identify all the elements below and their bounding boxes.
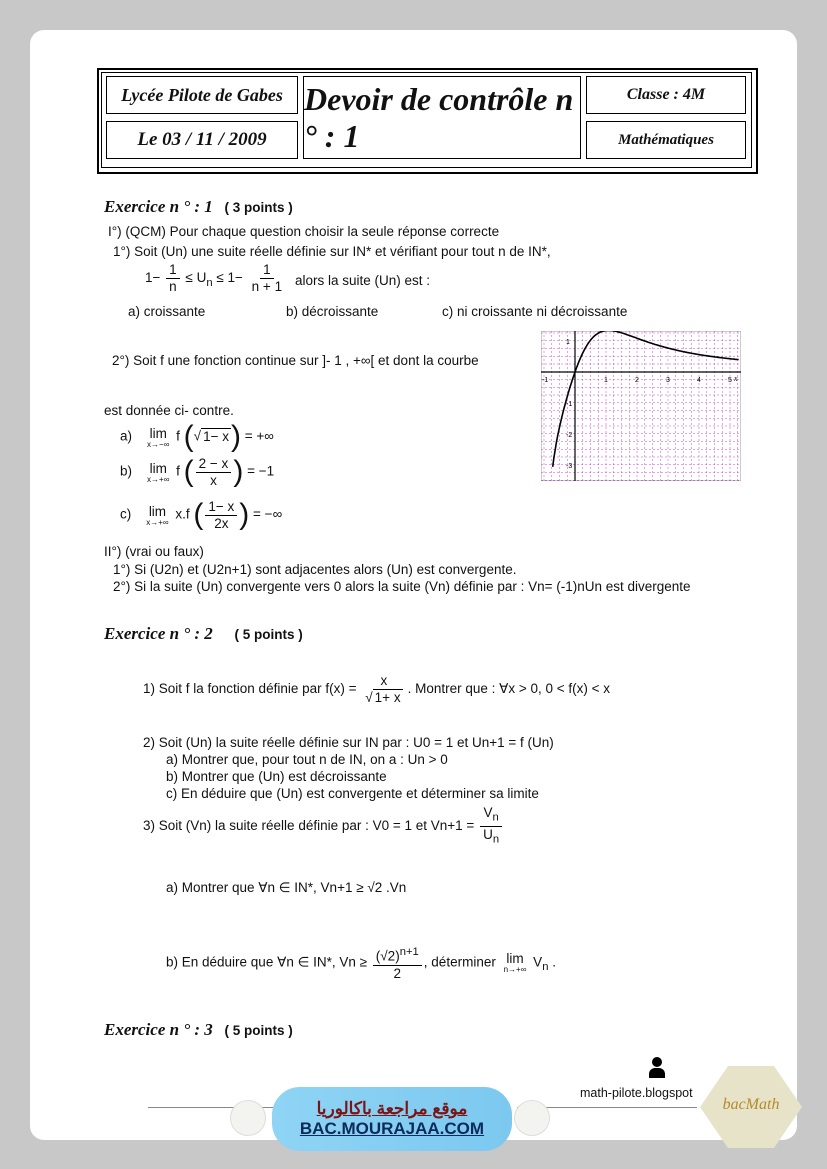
ex2-item-1: 1) Soit f la fonction définie par f(x) = $\frac{x}{√ 1+ x}$ . Montrer que : ∀x > 0, 0 < f(x) < x	[143, 673, 611, 705]
ex2-item-2a: a) Montrer que, pour tout n de IN, on a : Un > 0	[166, 752, 448, 767]
tf-statement-2: 2°) Si la suite (Un) convergente vers 0 alors la suite (Vn) définie par : Vn= (-1)nUn est divergente	[113, 579, 691, 594]
banner-site-text: BAC.MOURAJAA.COM	[299, 1119, 485, 1138]
limit-a: a) lim x→−∞ f (√ 1− x) = +∞	[120, 420, 274, 453]
q2-continuation: est donnée ci- contre.	[104, 403, 234, 418]
exercise-2-points: ( 5 points )	[234, 627, 303, 642]
blog-url[interactable]: math-pilote.blogspot	[580, 1086, 693, 1100]
q1-inequality: 1− $\frac{1}{n}$ ≤ $U_n \le 1-$ $\frac{1}{n + 1}$	[145, 262, 283, 294]
footer-logo-right	[514, 1100, 550, 1136]
q1-option-b: b) décroissante	[286, 304, 379, 319]
y-tick-label: -2	[566, 432, 573, 439]
bacmath-badge: bacMath	[700, 1066, 802, 1148]
footer-person-icon	[649, 1057, 665, 1079]
x-tick-label: 5	[728, 377, 732, 384]
footer-logo-left	[230, 1100, 266, 1136]
y-tick-label: 1	[566, 339, 570, 346]
exercise-2-heading	[104, 624, 303, 644]
x-tick-label: 3	[666, 377, 670, 384]
exam-date: Le 03 / 11 / 2009	[106, 121, 298, 159]
limit-b: b) lim x→+∞ f ( $\frac{2 - x}{x}$ ) = −1	[120, 455, 275, 488]
ex2-item-3a: a) Montrer que ∀n ∈ IN*, Vn+1 ≥ √2 .Vn	[166, 880, 407, 895]
exercise-1-heading	[104, 197, 293, 217]
q1-option-a: a) croissante	[128, 304, 206, 319]
ex2-item-2: 2) Soit (Un) la suite réelle définie sur IN par : U0 = 1 et Un+1 = f (Un)	[143, 735, 554, 750]
qcm-instruction: I°) (QCM) Pour chaque question choisir la seule réponse correcte	[108, 224, 500, 239]
x-tick-label: 2	[635, 377, 639, 384]
exercise-3-title: Exercice n ° : 3	[104, 1020, 213, 1039]
q2-statement: 2°) Soit f une fonction continue sur ]- 1 , +∞[ et dont la courbe	[112, 353, 479, 368]
class-label: Classe : 4M	[586, 76, 746, 114]
y-tick-label: -3	[566, 463, 573, 470]
ex2-item-3b: b) En déduire que ∀n ∈ IN*, Vn ≥ $\frac{(√2)^{n+1}}{2}$ , déterminer lim n→+∞ $V_n$ .	[166, 946, 556, 981]
x-tick-label: -1	[542, 377, 549, 384]
exercise-3-heading	[104, 1020, 293, 1040]
exercise-3-points: ( 5 points )	[224, 1023, 293, 1038]
x-tick-label: 4	[697, 377, 701, 384]
y-tick-label: -1	[566, 401, 573, 408]
exercise-2-title: Exercice n ° : 2	[104, 624, 213, 643]
tf-statement-1: 1°) Si (U2n) et (U2n+1) sont adjacentes alors (Un) est convergente.	[113, 562, 517, 577]
q1-option-c: c) ni croissante ni décroissante	[442, 304, 628, 319]
school-name: Lycée Pilote de Gabes	[106, 76, 298, 114]
x-axis-label: x	[734, 374, 738, 383]
q1-statement: 1°) Soit (Un) une suite réelle définie sur IN* et vérifiant pour tout n de IN*,	[113, 244, 551, 259]
limit-c: c) lim x→+∞ x.f ( $\frac{1- x}{2x}$ ) = −∞	[120, 498, 283, 531]
banner-arabic-text: موقع مراجعة باكالوريا	[316, 1099, 468, 1118]
ex2-item-3: 3) Soit (Vn) la suite réelle définie par : V0 = 1 et Vn+1 = $\frac{V_n}{U_n}$	[143, 805, 504, 847]
function-graph	[541, 331, 741, 481]
ex2-item-2c: c) En déduire que (Un) est convergente et déterminer sa limite	[166, 786, 539, 801]
ex2-item-2b: b) Montrer que (Un) est décroissante	[166, 769, 387, 784]
subject-label: Mathématiques	[586, 121, 746, 159]
exam-title: Devoir de contrôle n ° : 1	[303, 76, 581, 159]
q1-conclusion: alors la suite (Un) est :	[295, 273, 431, 288]
exercise-1-title: Exercice n ° : 1	[104, 197, 213, 216]
bac-mourajaa-banner[interactable]	[272, 1087, 512, 1151]
exercise-1-points: ( 3 points )	[224, 200, 293, 215]
true-false-heading: II°) (vrai ou faux)	[104, 544, 204, 559]
x-tick-label: 1	[604, 377, 608, 384]
